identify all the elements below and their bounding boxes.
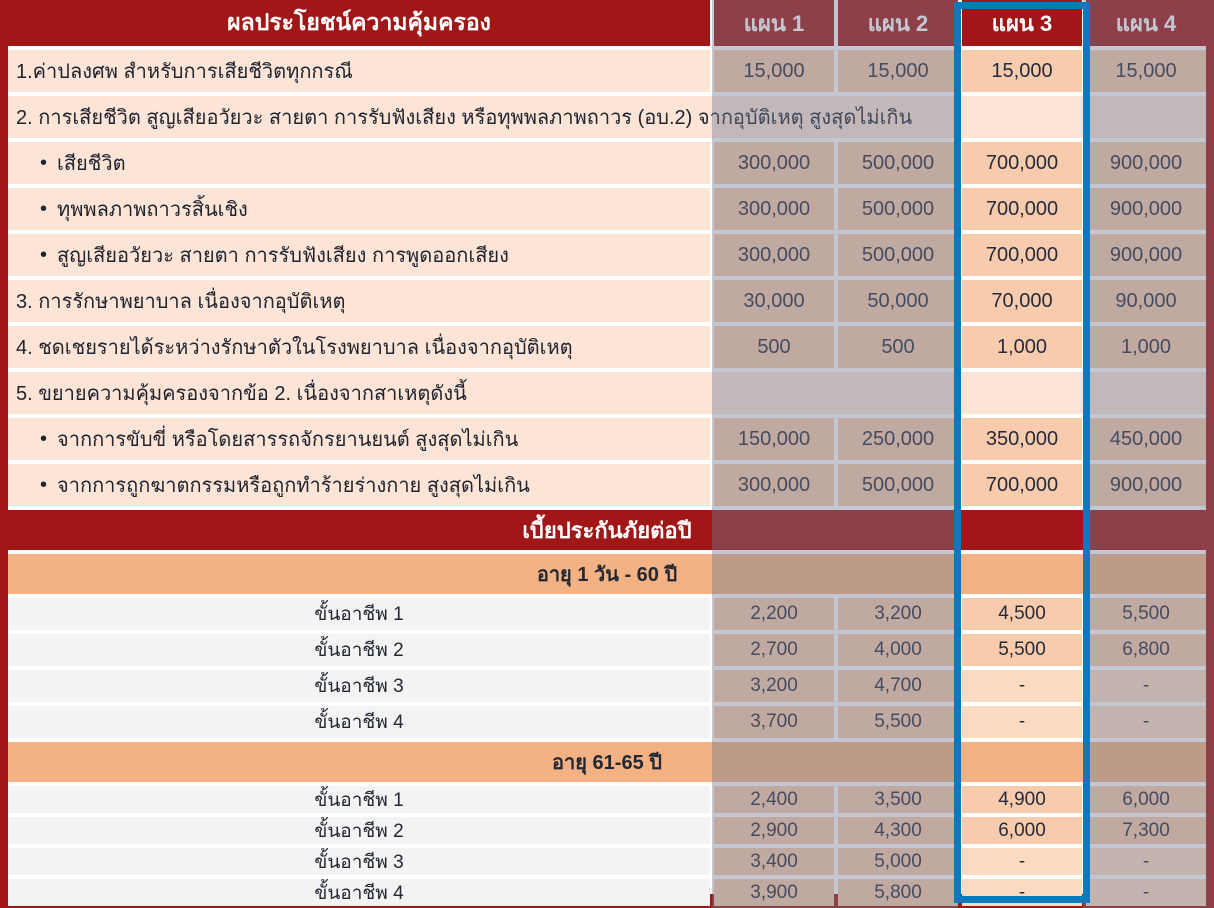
benefit-value-cell: 1,000 (962, 326, 1082, 368)
benefit-value-cell: 900,000 (1086, 188, 1206, 230)
benefit-row-label: • เสียชีวิต (8, 142, 710, 184)
age-band: อายุ 1 วัน - 60 ปี (8, 554, 1206, 594)
occupation-label: ขั้นอาชีพ 2 (8, 634, 710, 666)
benefit-value-cell: 90,000 (1086, 280, 1206, 322)
premium-value-cell: 7,300 (1086, 817, 1206, 844)
premium-value-cell: 3,200 (714, 670, 834, 702)
benefit-value-cell: 15,000 (838, 50, 958, 92)
occupation-label: ขั้นอาชีพ 2 (8, 817, 710, 844)
plan-1-header[interactable]: แผน 1 (714, 0, 834, 46)
premium-value-cell: 4,000 (838, 634, 958, 666)
bullet-icon: • (40, 151, 48, 174)
benefit-row-label: • ทุพพลภาพถาวรสิ้นเชิง (8, 188, 710, 230)
benefit-value-cell: 300,000 (714, 234, 834, 276)
premium-value-cell: 2,900 (714, 817, 834, 844)
benefit-row-label: • สูญเสียอวัยวะ สายตา การรับฟังเสียง การพูดออกเสียง (8, 234, 710, 276)
bullet-icon: • (40, 243, 48, 266)
premium-value-cell: 5,500 (1086, 598, 1206, 630)
occupation-label: ขั้นอาชีพ 4 (8, 879, 710, 906)
benefit-value-cell: 900,000 (1086, 464, 1206, 506)
benefit-value-cell: 1,000 (1086, 326, 1206, 368)
premium-value-cell: 2,700 (714, 634, 834, 666)
benefit-row-label: 4. ชดเชยรายได้ระหว่างรักษาตัวในโรงพยาบาล เนื่องจากอุบัติเหตุ (8, 326, 710, 368)
benefit-value-cell: 700,000 (962, 188, 1082, 230)
benefit-value-cell: 250,000 (838, 418, 958, 460)
benefit-section-label: 2. การเสียชีวิต สูญเสียอวัยวะ สายตา การรับฟังเสียง หรือทุพพลภาพถาวร (อบ.2) จากอุบัติเหตุ สูงสุดไม่เกิน (8, 96, 1206, 138)
benefit-value-cell: 450,000 (1086, 418, 1206, 460)
premium-value-cell: 6,000 (962, 817, 1082, 844)
premium-value-cell: - (1086, 879, 1206, 906)
premium-value-cell: 5,500 (962, 634, 1082, 666)
plan-3-header[interactable]: แผน 3 (962, 0, 1082, 46)
benefit-row-label: 1.ค่าปลงศพ สำหรับการเสียชีวิตทุกกรณี (8, 50, 710, 92)
occupation-label: ขั้นอาชีพ 3 (8, 848, 710, 875)
benefit-value-cell: 15,000 (962, 50, 1082, 92)
benefit-value-cell: 500,000 (838, 142, 958, 184)
premium-value-cell: 2,200 (714, 598, 834, 630)
premium-value-cell: - (962, 670, 1082, 702)
occupation-label: ขั้นอาชีพ 4 (8, 706, 710, 738)
benefit-value-cell: 500 (838, 326, 958, 368)
benefit-value-cell: 150,000 (714, 418, 834, 460)
premium-section-banner: เบี้ยประกันภัยต่อปี (8, 510, 1206, 550)
benefit-value-cell: 300,000 (714, 142, 834, 184)
bullet-icon: • (40, 427, 48, 450)
age-band: อายุ 61-65 ปี (8, 742, 1206, 782)
benefit-value-cell: 15,000 (1086, 50, 1206, 92)
benefit-value-cell: 50,000 (838, 280, 958, 322)
plan-2-header[interactable]: แผน 2 (838, 0, 958, 46)
benefit-row-label: 3. การรักษาพยาบาล เนื่องจากอุบัติเหตุ (8, 280, 710, 322)
benefit-value-cell: 300,000 (714, 464, 834, 506)
occupation-label: ขั้นอาชีพ 3 (8, 670, 710, 702)
occupation-label: ขั้นอาชีพ 1 (8, 786, 710, 813)
premium-value-cell: 5,000 (838, 848, 958, 875)
benefit-value-cell: 900,000 (1086, 142, 1206, 184)
benefit-value-cell: 70,000 (962, 280, 1082, 322)
premium-value-cell: 3,500 (838, 786, 958, 813)
benefit-value-cell: 700,000 (962, 234, 1082, 276)
benefit-value-cell: 500,000 (838, 464, 958, 506)
premium-value-cell: - (962, 879, 1082, 906)
premium-value-cell: - (962, 706, 1082, 738)
premium-value-cell: 5,500 (838, 706, 958, 738)
premium-value-cell: 6,800 (1086, 634, 1206, 666)
bullet-icon: • (40, 473, 48, 496)
premium-value-cell: 3,700 (714, 706, 834, 738)
premium-value-cell: 3,200 (838, 598, 958, 630)
benefit-value-cell: 300,000 (714, 188, 834, 230)
premium-value-cell: 4,900 (962, 786, 1082, 813)
premium-value-cell: - (1086, 848, 1206, 875)
premium-value-cell: 4,300 (838, 817, 958, 844)
premium-value-cell: 3,400 (714, 848, 834, 875)
premium-value-cell: 4,700 (838, 670, 958, 702)
premium-value-cell: - (1086, 706, 1206, 738)
premium-value-cell: 4,500 (962, 598, 1082, 630)
plan-4-header[interactable]: แผน 4 (1086, 0, 1206, 46)
benefit-value-cell: 900,000 (1086, 234, 1206, 276)
benefit-value-cell: 700,000 (962, 142, 1082, 184)
occupation-label: ขั้นอาชีพ 1 (8, 598, 710, 630)
benefit-section-label: 5. ขยายความคุ้มครองจากข้อ 2. เนื่องจากสาเหตุดังนี้ (8, 372, 1206, 414)
benefit-value-cell: 500,000 (838, 188, 958, 230)
table-grid (8, 0, 1206, 904)
benefit-value-cell: 700,000 (962, 464, 1082, 506)
premium-value-cell: 6,000 (1086, 786, 1206, 813)
premium-value-cell: 5,800 (838, 879, 958, 906)
premium-value-cell: - (1086, 670, 1206, 702)
benefit-value-cell: 500 (714, 326, 834, 368)
bullet-icon: • (40, 197, 48, 220)
premium-value-cell: 3,900 (714, 879, 834, 906)
benefit-value-cell: 30,000 (714, 280, 834, 322)
benefit-row-label: • จากการขับขี่ หรือโดยสารรถจักรยานยนต์ สูงสุดไม่เกิน (8, 418, 710, 460)
premium-value-cell: 2,400 (714, 786, 834, 813)
premium-value-cell: - (962, 848, 1082, 875)
benefit-value-cell: 15,000 (714, 50, 834, 92)
benefit-value-cell: 350,000 (962, 418, 1082, 460)
benefits-header: ผลประโยชน์ความคุ้มครอง (8, 0, 710, 46)
benefit-row-label: • จากการถูกฆาตกรรมหรือถูกทำร้ายร่างกาย สูงสุดไม่เกิน (8, 464, 710, 506)
benefit-value-cell: 500,000 (838, 234, 958, 276)
